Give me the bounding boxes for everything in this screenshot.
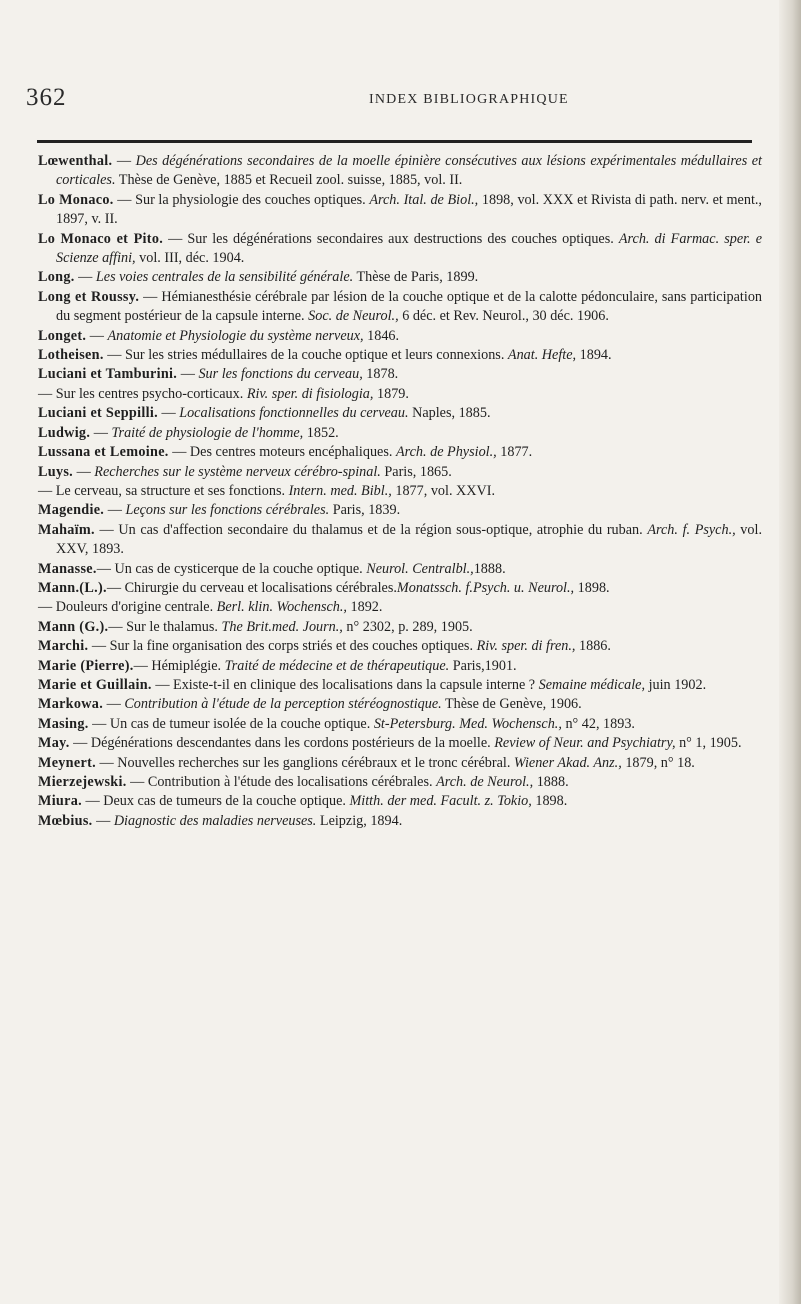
entry-author: Ludwig.	[38, 424, 91, 441]
header-rule	[37, 140, 752, 143]
entry-title: Localisations fonctionnelles du cerveau.	[179, 405, 409, 422]
entry-title: Monatssch. f.Psych. u. Neurol.,	[396, 579, 575, 596]
entry-author: Long.	[38, 269, 75, 286]
entry-title: Anat. Hefte,	[507, 347, 577, 364]
entry-details: Thèse de Paris, 1899.	[353, 269, 479, 286]
entry-author: Lo Monaco et Pito.	[38, 230, 164, 247]
entry-text: — Sur les dégénérations secondaires aux destructions des couches optiques.	[163, 230, 619, 247]
entry-author: Mierzejewski.	[38, 774, 127, 790]
entry-title: Arch. f. Psych.,	[647, 521, 736, 538]
entry-text: — Hémiplégie.	[133, 657, 225, 674]
entry-author: Mann (G.).	[38, 618, 109, 635]
page-number: 362	[26, 84, 67, 111]
entry-title: Arch. Ital. de Biol.,	[369, 191, 479, 208]
bibliography-entry	[38, 327, 762, 346]
entry-text: — Un cas d'affection secondaire du thalamus et de la région sous-optique, atrophie du ruban.	[94, 521, 648, 538]
entry-details: 1888.	[473, 560, 506, 577]
bibliography-entry	[38, 463, 762, 482]
entry-text: — Hémianesthésie cérébrale par lésion de la couche optique et de la calotte pédonculaire, sans participation du segment postérieur de la capsule interne.	[56, 288, 763, 325]
bibliography-entry	[38, 230, 762, 269]
entry-text: —	[73, 463, 95, 480]
bibliography-list	[38, 152, 762, 831]
entry-details: 1878.	[362, 366, 399, 383]
entry-author: Marie (Pierre).	[38, 657, 134, 674]
page-header	[0, 84, 801, 118]
bibliography-entry	[38, 404, 762, 423]
entry-title: Anatomie et Physiologie du système nerveux,	[107, 327, 364, 344]
bibliography-entry	[38, 365, 762, 384]
bibliography-entry	[38, 618, 762, 637]
entry-details: n° 2302, p. 289, 1905.	[342, 618, 473, 635]
entry-title: Des dégénérations secondaires de la moelle épinière consécutives aux lésions expérimentales médullaires et corticales.	[56, 153, 762, 189]
bibliography-entry	[38, 501, 762, 520]
bibliography-entry	[38, 792, 762, 811]
entry-title: Leçons sur les fonctions cérébrales.	[125, 502, 330, 519]
entry-text: — Un cas de cysticerque de la couche optique.	[96, 560, 367, 577]
entry-details: 1846.	[363, 327, 400, 344]
bibliography-entry	[38, 657, 762, 676]
bibliography-entry	[38, 443, 762, 462]
entry-author: Lotheisen.	[38, 347, 104, 364]
bibliography-entry	[38, 560, 762, 579]
entry-details: Leipzig, 1894.	[316, 812, 403, 829]
entry-author: Lœwenthal.	[38, 153, 113, 169]
entry-details: Thèse de Genève, 1906.	[441, 696, 582, 713]
entry-details: vol. XXV, 1893.	[56, 521, 762, 558]
entry-title: Arch. de Neurol.,	[436, 774, 534, 790]
bibliography-entry	[38, 715, 762, 734]
entry-details: 1877, vol. XXVI.	[391, 482, 496, 499]
entry-title: Wiener Akad. Anz.,	[513, 754, 622, 771]
entry-author: Masing.	[38, 715, 89, 732]
entry-text: — Deux cas de tumeurs de la couche optique.	[81, 793, 350, 810]
entry-text: —	[92, 812, 114, 829]
bibliography-entry	[38, 695, 762, 714]
entry-title: Sur les fonctions du cerveau,	[198, 366, 363, 383]
entry-details: vol. III, déc. 1904.	[135, 250, 245, 267]
bibliography-entry	[38, 385, 762, 404]
entry-author: Lo Monaco.	[38, 191, 114, 208]
entry-author: Markowa.	[38, 696, 104, 713]
entry-details: 1877.	[496, 444, 533, 461]
bibliography-entry	[38, 482, 762, 501]
entry-author: Luciani et Tamburini.	[38, 366, 178, 383]
entry-text: — Le cerveau, sa structure et ses fonctions.	[38, 482, 289, 499]
entry-text: — Sur les stries médullaires de la couche optique et leurs connexions.	[103, 347, 508, 364]
entry-title: Diagnostic des maladies nerveuses.	[113, 812, 317, 829]
entry-text: —	[104, 502, 126, 519]
entry-text: — Un cas de tumeur isolée de la couche optique.	[88, 715, 374, 732]
entry-title: Arch. de Physiol.,	[395, 444, 497, 461]
entry-details: Paris,1901.	[449, 657, 517, 674]
bibliography-entry	[38, 637, 762, 656]
bibliography-entry	[38, 676, 762, 695]
entry-title: Recherches sur le système nerveux cérébro-spinal.	[94, 463, 381, 480]
entry-author: Mann.(L.).	[38, 579, 107, 596]
entry-author: Long et Roussy.	[38, 288, 140, 305]
entry-author: Meynert.	[38, 754, 96, 771]
entry-title: Mitth. der med. Facult. z. Tokio,	[349, 793, 532, 810]
entry-text: —	[103, 696, 125, 713]
entry-author: Mahaïm.	[38, 521, 95, 538]
entry-text: — Existe-t-il en clinique des localisations dans la capsule interne ?	[151, 676, 539, 693]
entry-details: 6 déc. et Rev. Neurol., 30 déc. 1906.	[398, 308, 609, 325]
entry-details: 1898.	[574, 579, 610, 596]
entry-title: The Brit.med. Journ.,	[221, 618, 343, 635]
entry-author: Luys.	[38, 463, 74, 480]
entry-details: 1898, vol. XXX et Rivista di path. nerv. et ment., 1897, v. II.	[56, 191, 762, 228]
entry-title: Riv. sper. di fren.,	[476, 638, 576, 655]
entry-text: — Sur la physiologie des couches optiques.	[113, 191, 370, 208]
bibliography-entry	[38, 268, 762, 287]
bibliography-entry	[38, 424, 762, 443]
entry-text: — Sur le thalamus.	[108, 618, 222, 635]
entry-text: — Des centres moteurs encéphaliques.	[168, 444, 396, 461]
entry-text: — Dégénérations descendantes dans les cordons postérieurs de la moelle.	[69, 735, 495, 752]
bibliography-entry	[38, 734, 762, 753]
entry-author: Mœbius.	[38, 812, 93, 829]
entry-text: —	[112, 153, 136, 169]
entry-details: 1879, n° 18.	[621, 754, 695, 771]
entry-author: May.	[38, 735, 70, 752]
entry-title: Soc. de Neurol.,	[308, 308, 399, 325]
entry-author: Longet.	[38, 327, 87, 344]
bibliography-entry	[38, 191, 762, 230]
bibliography-entry	[38, 346, 762, 365]
entry-title: Berl. klin. Wochensch.,	[216, 599, 347, 616]
bibliography-entry	[38, 754, 762, 773]
entry-author: Marie et Guillain.	[38, 676, 152, 693]
entry-details: n° 42, 1893.	[561, 715, 635, 732]
entry-details: 1894.	[576, 347, 612, 364]
entry-details: 1886.	[575, 638, 611, 655]
entry-title: Les voies centrales de la sensibilité générale.	[95, 269, 354, 286]
entry-title: Contribution à l'étude de la perception stéréognostique.	[124, 696, 442, 713]
entry-details: Paris, 1865.	[380, 463, 452, 480]
entry-title: Semaine médicale,	[538, 676, 646, 693]
entry-title: St-Petersburg. Med. Wochensch.,	[373, 715, 562, 732]
entry-details: 1888.	[533, 774, 569, 790]
entry-author: Manasse.	[38, 560, 97, 577]
bibliography-entry	[38, 812, 762, 831]
entry-text: —	[74, 269, 96, 286]
running-title: INDEX BIBLIOGRAPHIQUE	[369, 92, 569, 107]
entry-text: — Contribution à l'étude des localisations cérébrales.	[126, 774, 437, 790]
entry-text: — Nouvelles recherches sur les ganglions cérébraux et le tronc cérébral.	[95, 754, 514, 771]
entry-title: Traité de médecine et de thérapeutique.	[224, 657, 450, 674]
entry-text: —	[86, 327, 108, 344]
entry-details: juin 1902.	[645, 676, 707, 693]
entry-details: 1892.	[346, 599, 383, 616]
bibliography-entry	[38, 773, 762, 792]
entry-text: —	[90, 424, 112, 441]
entry-title: Review of Neur. and Psychiatry,	[494, 735, 676, 752]
entry-text: — Sur la fine organisation des corps striés et des couches optiques.	[88, 638, 477, 655]
entry-details: n° 1, 1905.	[675, 735, 742, 752]
entry-details: 1898.	[531, 793, 568, 810]
entry-text: — Chirurgie du cerveau et localisations cérébrales.	[106, 579, 397, 596]
entry-title: Traité de physiologie de l'homme,	[111, 424, 304, 441]
bibliography-entry	[38, 579, 762, 598]
entry-text: — Sur les centres psycho-corticaux.	[38, 385, 247, 402]
bibliography-entry	[38, 288, 762, 327]
bibliography-entry	[38, 521, 762, 560]
entry-text: —	[157, 405, 180, 422]
page-edge-shadow	[779, 0, 801, 1304]
entry-details: Naples, 1885.	[408, 405, 491, 422]
entry-text: —	[177, 366, 199, 383]
entry-title: Riv. sper. di fisiologia,	[246, 385, 374, 402]
entry-author: Miura.	[38, 793, 82, 810]
entry-title: Arch. di Farmac. sper. e Scienze affini,	[56, 230, 762, 267]
entry-details: 1879.	[373, 385, 409, 402]
entry-title: Intern. med. Bibl.,	[288, 482, 392, 499]
entry-details: Thèse de Genève, 1885 et Recueil zool. suisse, 1885, vol. II.	[115, 172, 463, 189]
entry-author: Marchi.	[38, 638, 89, 655]
entry-author: Lussana et Lemoine.	[38, 444, 169, 461]
entry-details: 1852.	[303, 424, 339, 441]
entry-title: Neurol. Centralbl.,	[366, 560, 474, 577]
entry-author: Magendie.	[38, 502, 105, 519]
entry-text: — Douleurs d'origine centrale.	[38, 599, 217, 616]
bibliography-entry	[38, 598, 762, 617]
entry-author: Luciani et Seppilli.	[38, 405, 158, 422]
bibliography-entry	[38, 152, 762, 191]
entry-details: Paris, 1839.	[329, 502, 401, 519]
